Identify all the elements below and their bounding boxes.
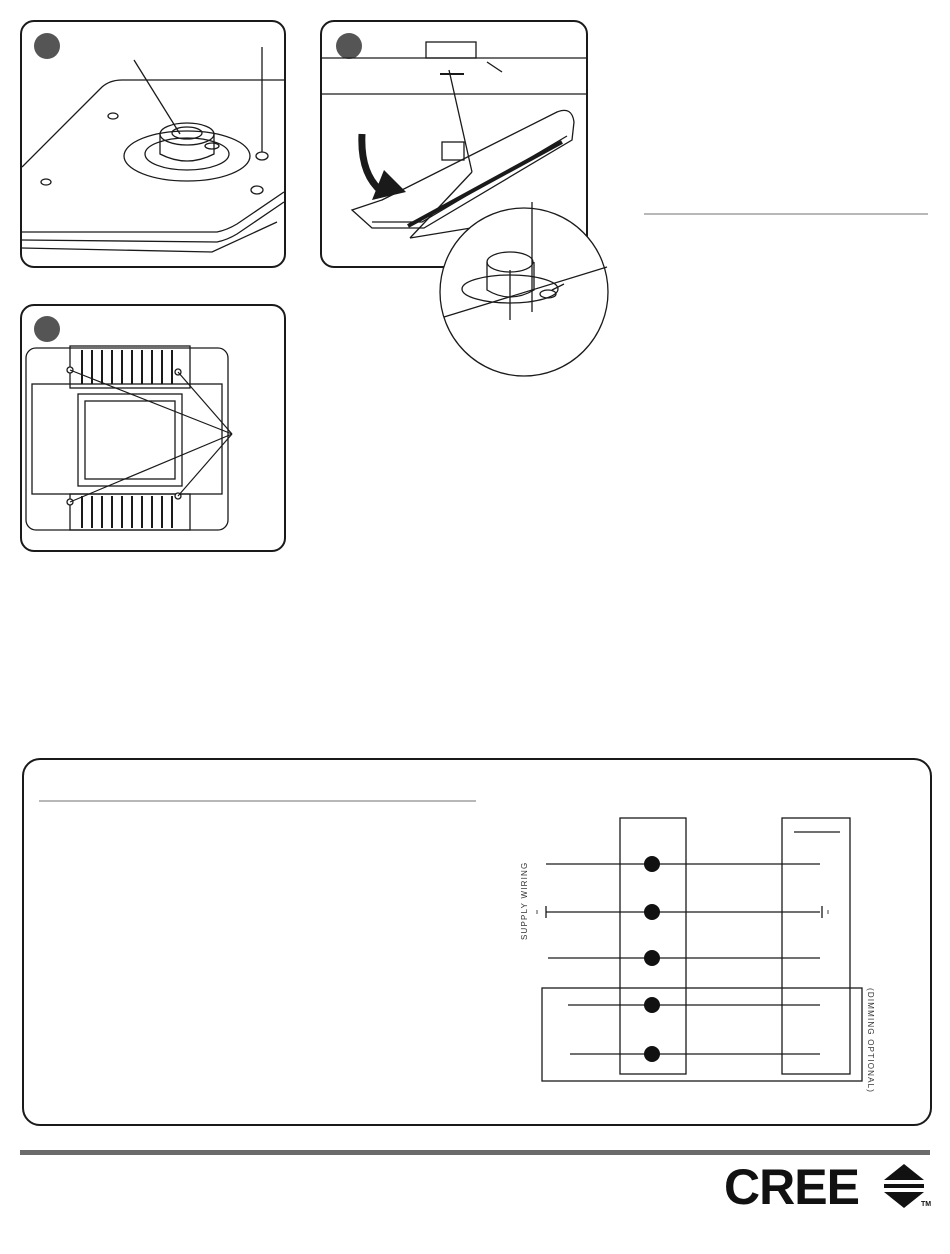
- dimming-group: [542, 988, 862, 1081]
- fixture-top-view-illustration: [22, 306, 284, 550]
- wiring-diagram: [24, 760, 930, 1124]
- terminal-dot: [644, 1046, 660, 1062]
- terminal-dot: [644, 997, 660, 1013]
- logo-wordmark: CREE: [724, 1159, 859, 1215]
- section-rule-right: [644, 213, 928, 215]
- footer-bar: [20, 1150, 930, 1155]
- figure-step-3: [20, 304, 286, 552]
- dimming-optional-label: (DIMMING OPTIONAL): [866, 988, 875, 1094]
- terminal-dot: [644, 856, 660, 872]
- step-1-badge: [34, 33, 60, 59]
- fixture-block: [782, 818, 850, 1074]
- terminal-dot: [644, 904, 660, 920]
- fixture-rotation-illustration: [322, 22, 622, 362]
- wiring-panel: [22, 758, 932, 1126]
- figure-step-2: [320, 20, 588, 268]
- cree-chevron-icon: [884, 1164, 924, 1208]
- step-3-badge: [34, 316, 60, 342]
- cree-logo: [724, 1160, 934, 1216]
- supply-wiring-label: SUPPLY WIRING: [520, 861, 529, 940]
- trademark-mark: TM: [921, 1201, 932, 1208]
- mounting-plate-illustration: [22, 22, 284, 266]
- terminal-dot: [644, 950, 660, 966]
- figure-step-1: [20, 20, 286, 268]
